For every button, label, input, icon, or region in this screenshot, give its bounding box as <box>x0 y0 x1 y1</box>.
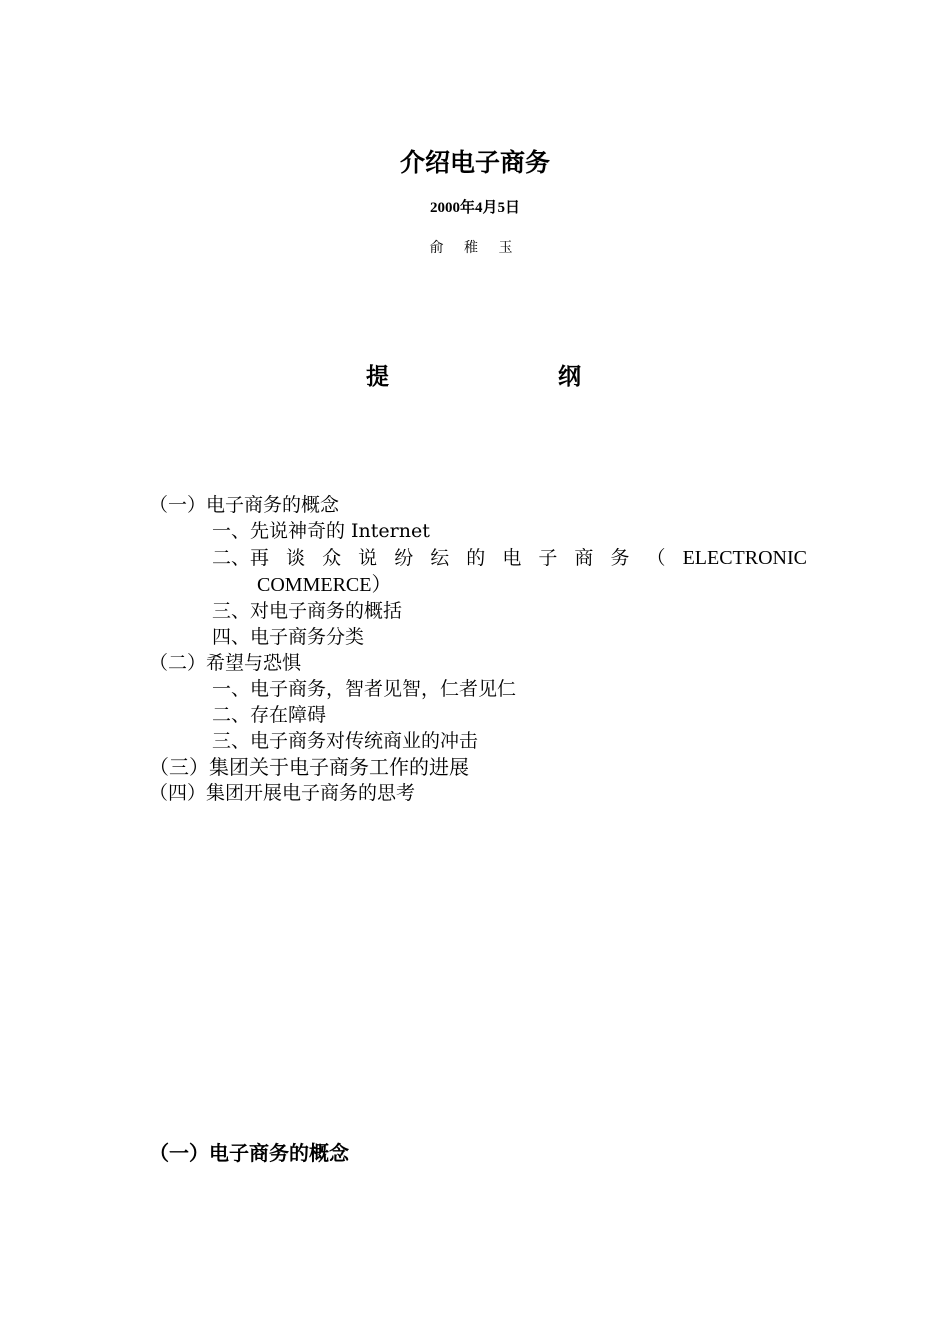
outline-item-2-1: 一、电子商务，智者见智，仁者见仁 <box>212 678 517 700</box>
section-heading: （一）电子商务的概念 <box>149 1141 349 1165</box>
outline-item-2-2: 二、存在障碍 <box>212 704 327 726</box>
outline-item-1-2-token: 电 <box>502 547 522 569</box>
outline-item-1-1-text: 一、先说神奇的 Internet <box>212 520 430 542</box>
outline-item-1-2-token: （ <box>646 547 666 569</box>
outline-item-1-2-token: 众 <box>322 547 342 569</box>
outline-item-1-4: 四、电子商务分类 <box>212 626 365 648</box>
outline-item-1-3: 三、对电子商务的概括 <box>212 600 403 622</box>
outline-item-1-2-token: 纭 <box>430 547 450 569</box>
outline-item-1-2-token: 商 <box>574 547 594 569</box>
outline-item-1-2 <box>212 545 807 571</box>
outline-item-section-2: （二）希望与恐惧 <box>149 652 302 674</box>
outline-item-1-2-token: 子 <box>538 547 558 569</box>
outline-item-1-2-token: 务 <box>610 547 630 569</box>
outline-item-section-4: （四）集团开展电子商务的思考 <box>149 782 416 804</box>
outline-item-1-2-continued-text: COMMERCE） <box>257 574 392 596</box>
outline-heading-left: 提 <box>366 364 389 390</box>
outline-item-2-3: 三、电子商务对传统商业的冲击 <box>212 730 479 752</box>
outline-item-1-2-token: 的 <box>466 547 486 569</box>
outline-heading-right: 纲 <box>558 364 581 390</box>
document-author: 俞 稚 玉 <box>429 240 521 256</box>
outline-item-1-2-token: 说 <box>358 547 378 569</box>
outline-item-1-2-continued <box>257 572 391 598</box>
outline-item-section-1: （一）电子商务的概念 <box>149 494 340 516</box>
outline-item-1-1 <box>212 518 430 544</box>
document-title: 介绍电子商务 <box>399 148 550 177</box>
outline-item-1-2-token: 谈 <box>286 547 306 569</box>
outline-item-1-2-token: 纷 <box>394 547 414 569</box>
outline-item-1-2-token: ELECTRONIC <box>682 547 807 569</box>
outline-item-section-3: （三）集团关于电子商务工作的进展 <box>149 755 469 779</box>
outline-item-1-2-token: 二、再 <box>212 547 270 569</box>
document-date: 2000年4月5日 <box>429 200 520 216</box>
